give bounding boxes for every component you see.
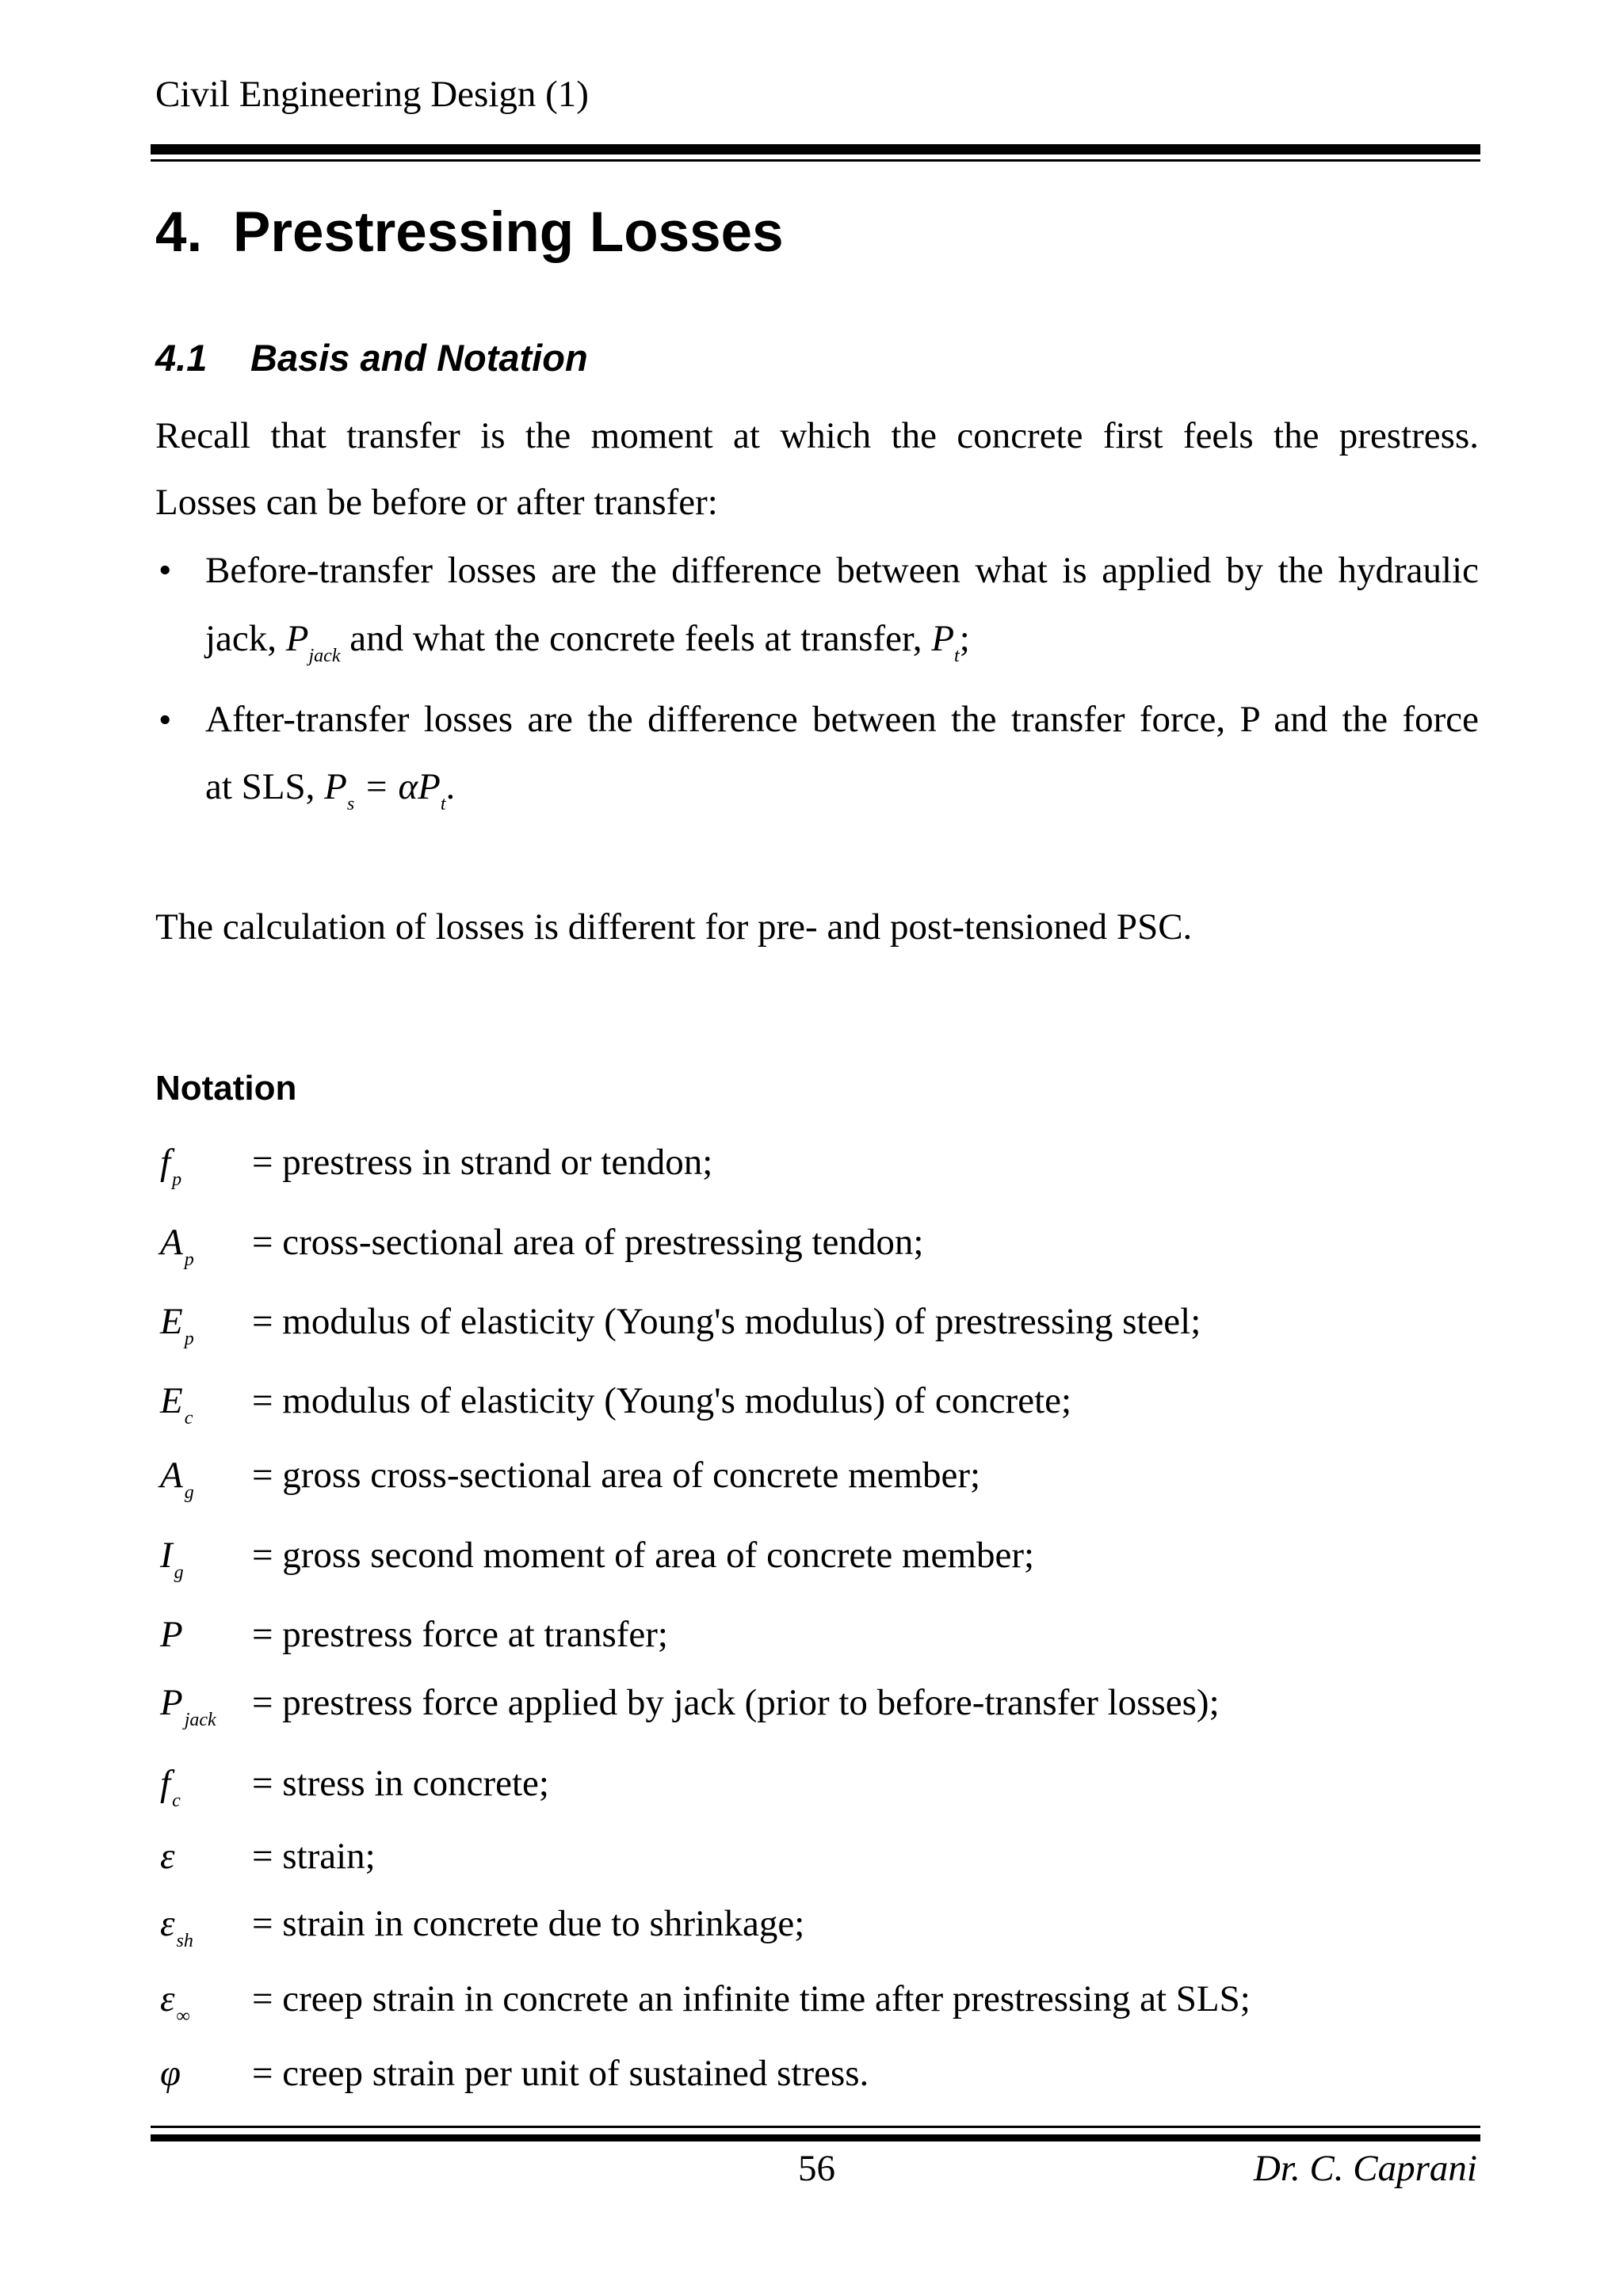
notation-definition: = gross second moment of area of concrete member; (252, 1535, 1035, 1576)
notation-symbol: $f_p$ (160, 1142, 182, 1190)
section-number: 4.1 (155, 337, 208, 379)
calc-note: The calculation of losses is different for pre- and post-tensioned PSC. (155, 906, 1193, 948)
notation-symbol: $E_c$ (160, 1380, 193, 1428)
notation-heading: Notation (155, 1069, 297, 1108)
notation-symbol: $\varepsilon_\infty$ (160, 1978, 190, 2027)
section-title: Basis and Notation (250, 337, 588, 379)
section-heading (155, 337, 588, 379)
notation-definition: = prestress force at transfer; (252, 1614, 668, 1655)
notation-definition: = cross-sectional area of prestressing tendon; (252, 1222, 924, 1263)
notation-symbol: $\varepsilon_{sh}$ (160, 1903, 193, 1951)
notation-symbol: $f_c$ (160, 1763, 181, 1811)
bullet-1-line-2: jack, $P_{jack}$ and what the concrete feels at transfer, $P_t$; (205, 618, 970, 666)
chapter-title: Prestressing Losses (233, 201, 784, 264)
intro-line-1: Recall that transfer is the moment at which the concrete first feels the prestress. (155, 415, 1479, 456)
notation-symbol: $A_p$ (160, 1222, 194, 1270)
notation-definition: = stress in concrete; (252, 1763, 549, 1804)
footer-author: Dr. C. Caprani (1253, 2148, 1477, 2189)
bullet-marker: • (158, 550, 172, 591)
notation-symbol: $P_{jack}$ (160, 1682, 216, 1730)
notation-definition: = strain in concrete due to shrinkage; (252, 1903, 805, 1944)
intro-line-2: Losses can be before or after transfer: (155, 482, 718, 523)
running-header: Civil Engineering Design (1) (155, 74, 589, 115)
notation-definition: = prestress force applied by jack (prior to before-transfer losses); (252, 1682, 1220, 1723)
page-number: 56 (798, 2148, 835, 2189)
chapter-heading (155, 201, 784, 264)
bullet-1-line-1: Before-transfer losses are the difference between what is applied by the hydraulic (205, 550, 1479, 591)
notation-symbol: ε (160, 1836, 175, 1877)
notation-symbol: $E_p$ (160, 1301, 194, 1349)
notation-symbol: $A_g$ (160, 1455, 194, 1503)
notation-definition: = creep strain per unit of sustained stress. (252, 2053, 869, 2094)
notation-symbol: P (160, 1614, 183, 1655)
header-rule-thin (151, 159, 1480, 162)
header-rule-thick (151, 144, 1480, 154)
bullet-2-line-1: After-transfer losses are the difference between the transfer force, P and the force (205, 699, 1479, 740)
bullet-marker: • (158, 700, 172, 741)
footer-rule-thin (151, 2126, 1480, 2128)
notation-definition: = creep strain in concrete an infinite time after prestressing at SLS; (252, 1978, 1251, 2019)
notation-symbol: $I_g$ (160, 1535, 184, 1583)
notation-definition: = modulus of elasticity (Young's modulus) of concrete; (252, 1380, 1072, 1421)
p-t-symbol: $P_t$ (931, 618, 960, 666)
notation-definition: = strain; (252, 1836, 376, 1877)
ps-equation: $P_s = \alpha P_t$ (324, 766, 446, 814)
notation-symbol: φ (160, 2053, 181, 2094)
p-jack-symbol: $P_{jack}$ (285, 618, 341, 666)
notation-definition: = gross cross-sectional area of concrete member; (252, 1455, 981, 1496)
chapter-number: 4. (155, 201, 203, 264)
bullet-2-line-2: at SLS, $P_s = \alpha P_t$. (205, 766, 456, 814)
notation-definition: = modulus of elasticity (Young's modulus) of prestressing steel; (252, 1301, 1201, 1342)
notation-definition: = prestress in strand or tendon; (252, 1142, 713, 1183)
footer-rule-thick (151, 2134, 1480, 2142)
